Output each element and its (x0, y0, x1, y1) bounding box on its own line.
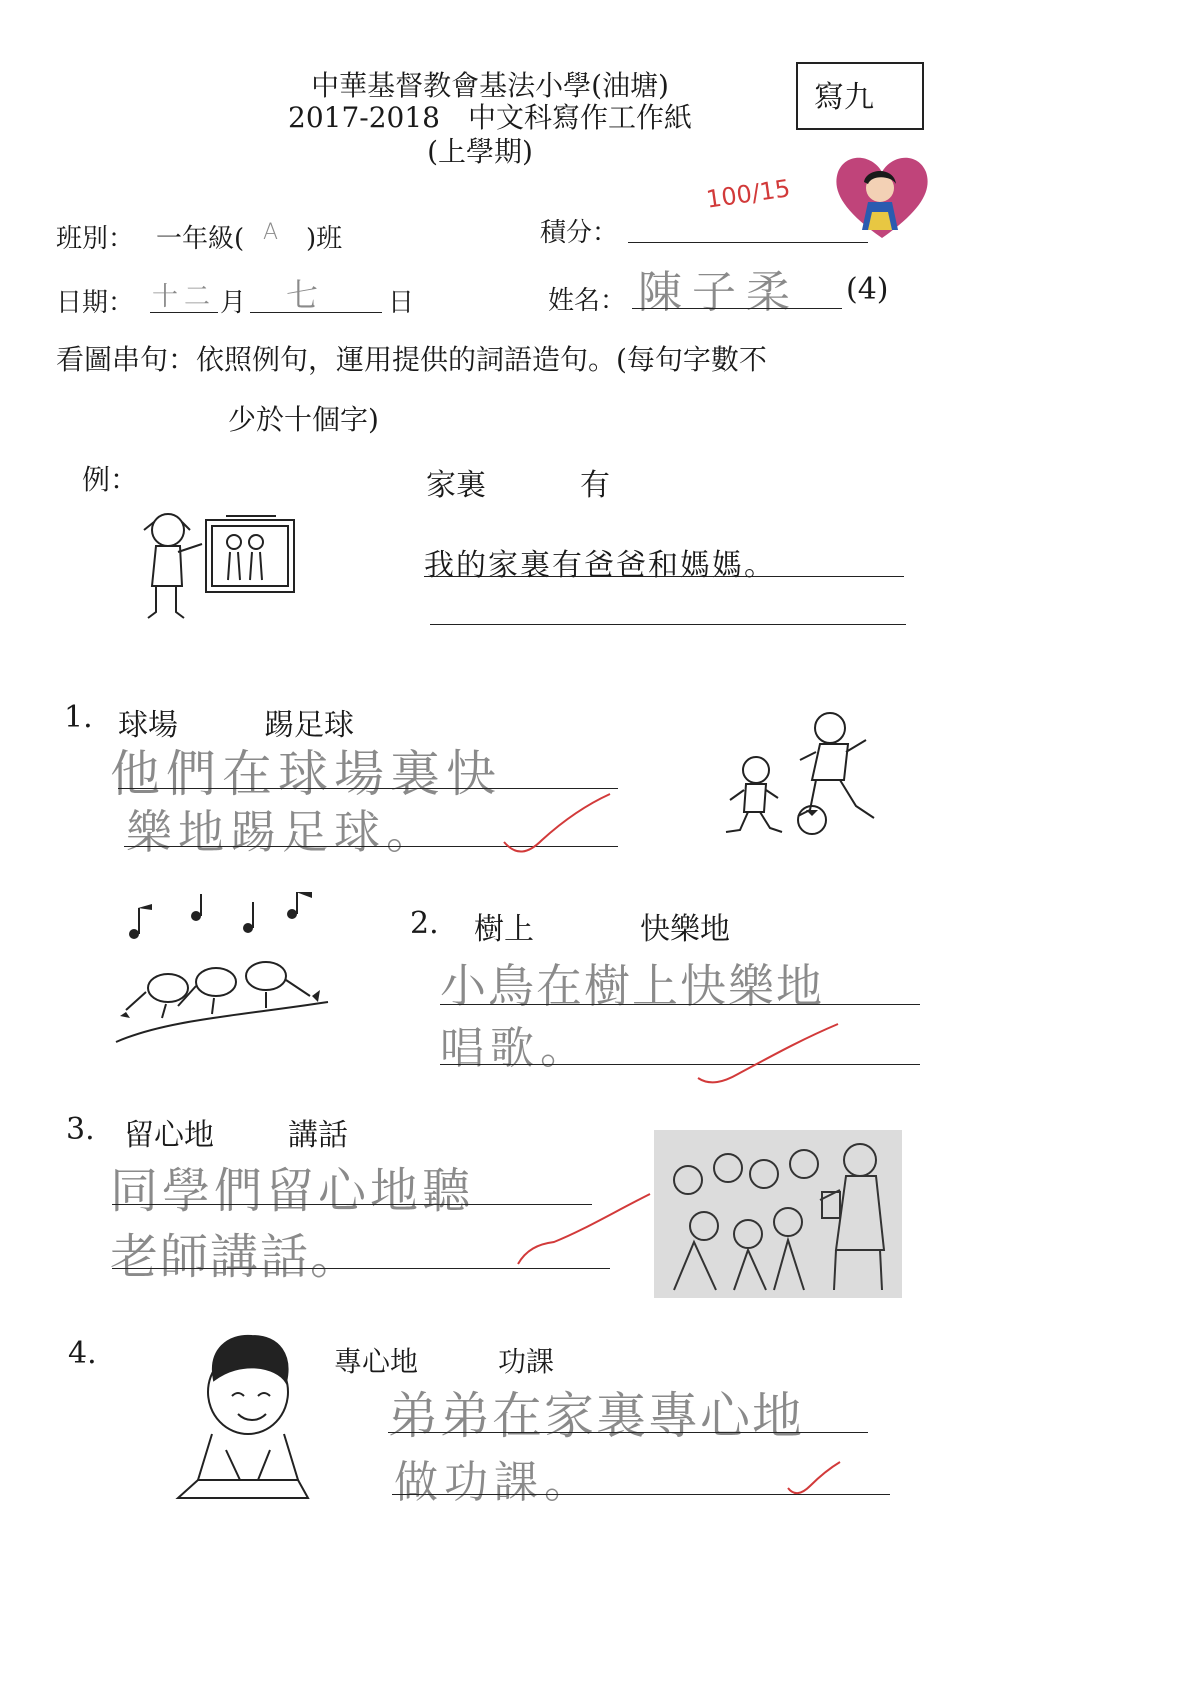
score-value: 100/15 (704, 174, 792, 214)
question-4-tick-icon (784, 1458, 844, 1498)
question-2-number: 2. (410, 906, 439, 941)
question-3-number: 3. (66, 1112, 95, 1147)
question-1-number: 1. (64, 700, 93, 735)
name-line (632, 308, 842, 309)
question-4-answer-line-1: 弟弟在家裏專心地 (388, 1387, 804, 1445)
question-1-word-1: 球場 (118, 708, 178, 743)
date-day: 七 (286, 276, 325, 314)
month-unit: 月 (220, 288, 247, 318)
example-word-2: 有 (580, 468, 610, 503)
month-line (150, 312, 218, 313)
school-name: 中華基督教會基法小學(油塘) (311, 69, 669, 102)
question-1-line-1 (118, 788, 618, 789)
date-label: 日期： (56, 288, 135, 318)
question-2-tick-icon (694, 1020, 844, 1090)
question-4-word-1: 專心地 (334, 1345, 419, 1378)
question-4-number: 4. (68, 1336, 97, 1371)
question-1-word-2: 踢足球 (264, 708, 354, 743)
example-sentence: 我的家裏有爸爸和媽媽。 (424, 548, 776, 583)
boys-playing-football-icon (716, 706, 906, 840)
question-3-answer-line-1: 同學們留心地聽 (110, 1163, 475, 1219)
boy-doing-homework-icon (168, 1330, 318, 1502)
question-4-word-2: 功課 (498, 1345, 555, 1378)
example-line-2 (430, 624, 906, 625)
date-month: 十二 (152, 282, 217, 312)
name-label: 姓名： (548, 286, 627, 316)
question-2-word-2: 快樂地 (640, 912, 730, 947)
question-3-word-2: 講話 (288, 1118, 348, 1153)
class-suffix: )班 (306, 224, 343, 254)
class-value: 一年級( (156, 224, 245, 254)
birds-singing-on-branch-icon (106, 892, 336, 1052)
question-2-word-1: 樹上 (474, 912, 534, 947)
question-3-tick-icon (514, 1190, 654, 1270)
example-line-1 (424, 576, 904, 577)
question-2-line-2 (440, 1064, 920, 1065)
class-letter: A (263, 220, 285, 245)
day-line (250, 312, 382, 313)
worksheet-code: 寫九 (796, 62, 924, 130)
question-1-answer-line-2: 樂地踢足球。 (126, 805, 438, 859)
score-label: 積分： (540, 218, 619, 248)
question-4-line-1 (388, 1432, 868, 1433)
term: (上學期) (427, 135, 533, 168)
year-subject: 2017-2018 中文科寫作工作紙 (288, 101, 692, 134)
snow-white-heart-sticker-icon (832, 150, 932, 242)
question-1-tick-icon (498, 790, 618, 860)
question-2-answer-line-1: 小鳥在樹上快樂地 (440, 959, 824, 1013)
girl-pointing-family-picture-icon (130, 500, 300, 630)
class-label: 班別： (56, 224, 135, 254)
question-1-answer-line-1: 他們在球場裏快 (110, 745, 502, 803)
example-label: 例： (82, 463, 139, 496)
name-value: 陳子柔 (638, 267, 800, 318)
question-3-word-1: 留心地 (124, 1118, 214, 1153)
question-2-answer-line-2: 唱歌。 (440, 1023, 590, 1074)
example-word-1: 家裏 (426, 468, 486, 503)
question-2-line-1 (440, 1004, 920, 1005)
score-line (628, 242, 868, 243)
day-unit: 日 (388, 288, 415, 318)
question-3-answer-line-2: 老師講話。 (110, 1229, 361, 1285)
instruction-line-2: 少於十個字) (228, 403, 379, 436)
student-number: (4) (846, 272, 889, 307)
instruction-line-1: 看圖串句：依照例句，運用提供的詞語造句。(每句字數不 (56, 343, 767, 376)
question-4-answer-line-2: 做功課。 (394, 1457, 594, 1508)
classroom-teacher-talking-icon (654, 1130, 902, 1298)
